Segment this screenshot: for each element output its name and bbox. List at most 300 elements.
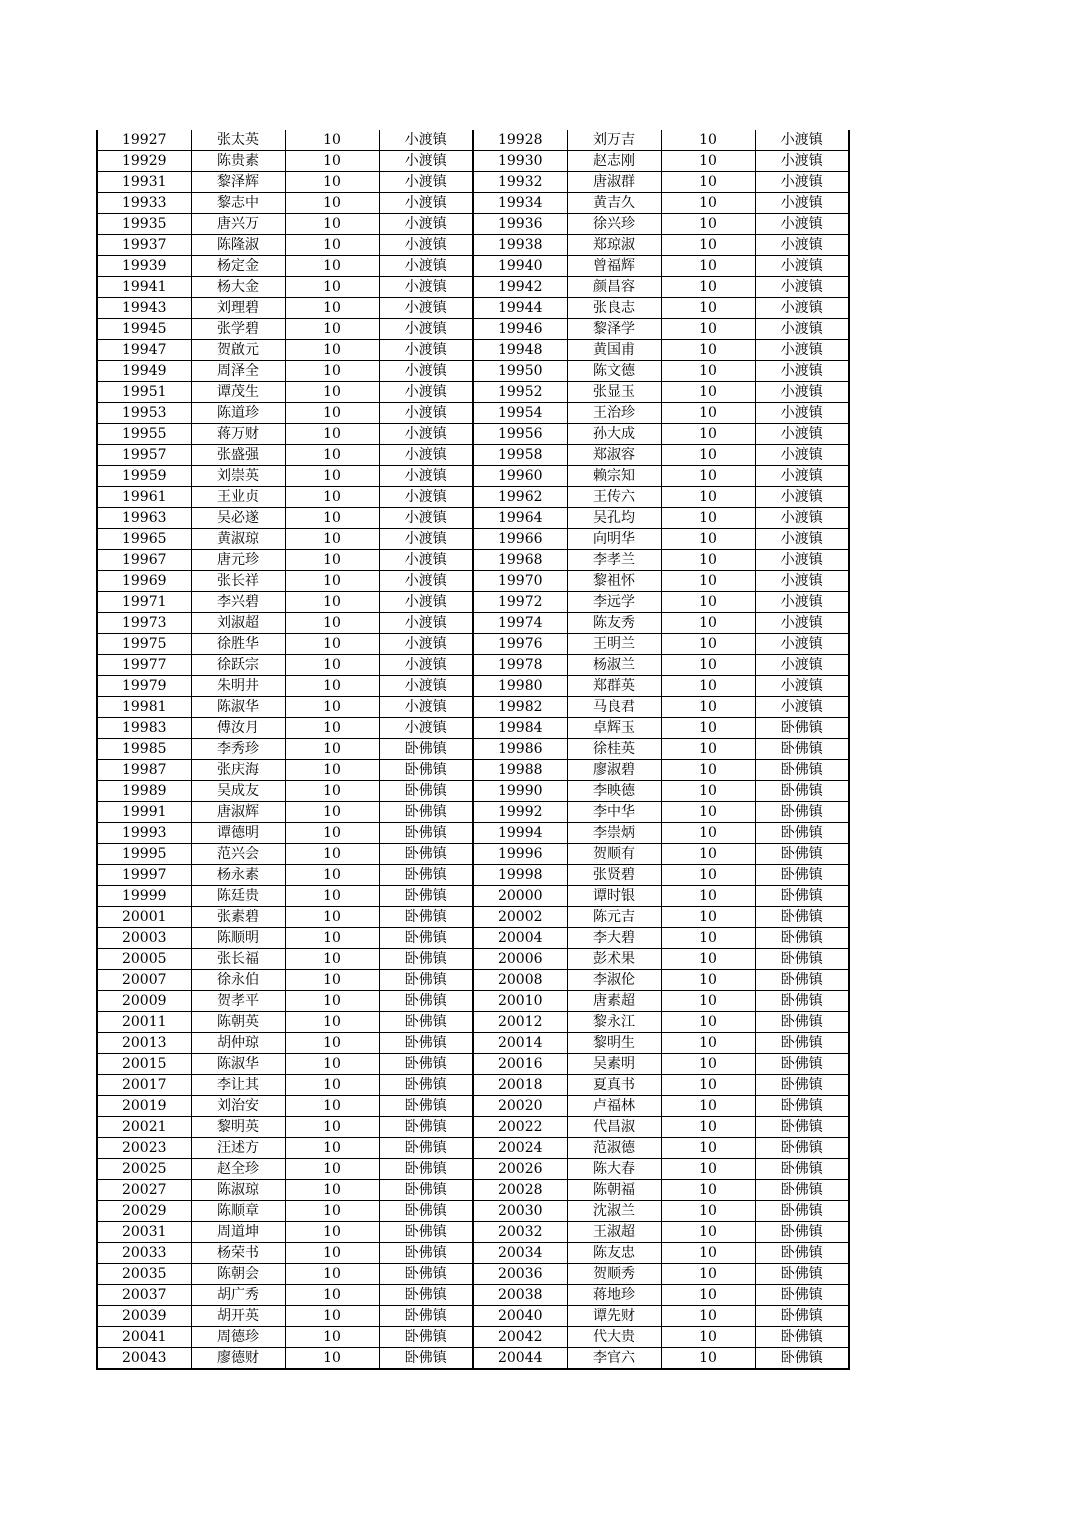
name-cell: 黎祖怀: [567, 571, 661, 592]
record-id-cell: 19980: [473, 676, 567, 697]
table-row: [97, 214, 849, 235]
table-row: [97, 844, 849, 865]
amount-cell: 10: [661, 1096, 755, 1117]
amount-cell: 10: [661, 151, 755, 172]
table-row: [97, 991, 849, 1012]
amount-cell: 10: [285, 298, 379, 319]
record-id-cell: 20042: [473, 1327, 567, 1348]
amount-cell: 10: [661, 130, 755, 151]
table-row: [97, 319, 849, 340]
amount-cell: 10: [661, 298, 755, 319]
name-cell: 张太英: [191, 130, 285, 151]
amount-cell: 10: [285, 991, 379, 1012]
name-cell: 陈廷贵: [191, 886, 285, 907]
record-id-cell: 19935: [97, 214, 191, 235]
record-id-cell: 19950: [473, 361, 567, 382]
amount-cell: 10: [661, 655, 755, 676]
record-id-cell: 20013: [97, 1033, 191, 1054]
record-id-cell: 19967: [97, 550, 191, 571]
amount-cell: 10: [285, 1348, 379, 1370]
name-cell: 陈淑琼: [191, 1180, 285, 1201]
amount-cell: 10: [661, 1075, 755, 1096]
town-cell: 小渡镇: [379, 256, 473, 277]
table-row: [97, 256, 849, 277]
name-cell: 陈隆淑: [191, 235, 285, 256]
record-id-cell: 20003: [97, 928, 191, 949]
table-row: [97, 361, 849, 382]
amount-cell: 10: [661, 424, 755, 445]
record-id-cell: 19939: [97, 256, 191, 277]
town-cell: 小渡镇: [755, 235, 849, 256]
town-cell: 小渡镇: [379, 613, 473, 634]
amount-cell: 10: [285, 214, 379, 235]
town-cell: 小渡镇: [379, 445, 473, 466]
amount-cell: 10: [661, 1264, 755, 1285]
name-cell: 李让其: [191, 1075, 285, 1096]
record-id-cell: 19938: [473, 235, 567, 256]
amount-cell: 10: [661, 529, 755, 550]
amount-cell: 10: [661, 382, 755, 403]
town-cell: 小渡镇: [755, 445, 849, 466]
record-id-cell: 19979: [97, 676, 191, 697]
name-cell: 郑琼淑: [567, 235, 661, 256]
table-row: [97, 697, 849, 718]
town-cell: 卧佛镇: [379, 1033, 473, 1054]
name-cell: 李中华: [567, 802, 661, 823]
name-cell: 郑淑容: [567, 445, 661, 466]
table-row: [97, 508, 849, 529]
name-cell: 吴素明: [567, 1054, 661, 1075]
name-cell: 赵志刚: [567, 151, 661, 172]
record-id-cell: 20028: [473, 1180, 567, 1201]
name-cell: 唐淑群: [567, 172, 661, 193]
name-cell: 贺啟元: [191, 340, 285, 361]
town-cell: 小渡镇: [755, 214, 849, 235]
town-cell: 卧佛镇: [755, 1075, 849, 1096]
record-id-cell: 19999: [97, 886, 191, 907]
record-id-cell: 19945: [97, 319, 191, 340]
record-id-cell: 19949: [97, 361, 191, 382]
town-cell: 卧佛镇: [755, 1243, 849, 1264]
record-id-cell: 19955: [97, 424, 191, 445]
record-id-cell: 19986: [473, 739, 567, 760]
town-cell: 卧佛镇: [755, 865, 849, 886]
town-cell: 卧佛镇: [755, 1096, 849, 1117]
table-row: [97, 886, 849, 907]
town-cell: 卧佛镇: [755, 718, 849, 739]
table-row: [97, 739, 849, 760]
amount-cell: 10: [285, 907, 379, 928]
name-cell: 王淑超: [567, 1222, 661, 1243]
amount-cell: 10: [661, 235, 755, 256]
amount-cell: 10: [661, 361, 755, 382]
town-cell: 小渡镇: [755, 298, 849, 319]
name-cell: 赵全珍: [191, 1159, 285, 1180]
table-row: [97, 1201, 849, 1222]
table-row: [97, 1033, 849, 1054]
name-cell: 杨定金: [191, 256, 285, 277]
record-id-cell: 19954: [473, 403, 567, 424]
town-cell: 小渡镇: [755, 340, 849, 361]
record-id-cell: 20011: [97, 1012, 191, 1033]
name-cell: 代大贵: [567, 1327, 661, 1348]
town-cell: 卧佛镇: [755, 907, 849, 928]
record-id-cell: 19942: [473, 277, 567, 298]
amount-cell: 10: [661, 1243, 755, 1264]
table-row: [97, 550, 849, 571]
record-id-cell: 19928: [473, 130, 567, 151]
record-id-cell: 19944: [473, 298, 567, 319]
table-row: [97, 907, 849, 928]
amount-cell: 10: [661, 1180, 755, 1201]
record-id-cell: 19940: [473, 256, 567, 277]
amount-cell: 10: [285, 403, 379, 424]
table-row: [97, 193, 849, 214]
town-cell: 卧佛镇: [755, 1201, 849, 1222]
record-id-cell: 19972: [473, 592, 567, 613]
town-cell: 卧佛镇: [755, 1033, 849, 1054]
record-id-cell: 20018: [473, 1075, 567, 1096]
name-cell: 王业贞: [191, 487, 285, 508]
amount-cell: 10: [661, 781, 755, 802]
town-cell: 卧佛镇: [379, 991, 473, 1012]
table-row: [97, 1348, 849, 1370]
table-row: [97, 382, 849, 403]
data-table: [96, 130, 850, 1370]
table-row: [97, 487, 849, 508]
name-cell: 黎永江: [567, 1012, 661, 1033]
town-cell: 小渡镇: [755, 130, 849, 151]
town-cell: 小渡镇: [755, 487, 849, 508]
record-id-cell: 19964: [473, 508, 567, 529]
amount-cell: 10: [661, 340, 755, 361]
amount-cell: 10: [285, 1222, 379, 1243]
record-id-cell: 20025: [97, 1159, 191, 1180]
amount-cell: 10: [285, 1033, 379, 1054]
town-cell: 小渡镇: [755, 193, 849, 214]
record-id-cell: 20022: [473, 1117, 567, 1138]
name-cell: 蒋地珍: [567, 1285, 661, 1306]
town-cell: 小渡镇: [379, 676, 473, 697]
name-cell: 郑群英: [567, 676, 661, 697]
amount-cell: 10: [661, 823, 755, 844]
town-cell: 小渡镇: [755, 256, 849, 277]
amount-cell: 10: [661, 739, 755, 760]
name-cell: 马良君: [567, 697, 661, 718]
amount-cell: 10: [285, 1138, 379, 1159]
name-cell: 徐跃宗: [191, 655, 285, 676]
record-id-cell: 20002: [473, 907, 567, 928]
record-id-cell: 19994: [473, 823, 567, 844]
table-row: [97, 403, 849, 424]
amount-cell: 10: [661, 613, 755, 634]
record-id-cell: 20033: [97, 1243, 191, 1264]
record-id-cell: 20029: [97, 1201, 191, 1222]
name-cell: 周泽全: [191, 361, 285, 382]
record-id-cell: 19957: [97, 445, 191, 466]
table-row: [97, 655, 849, 676]
town-cell: 小渡镇: [755, 172, 849, 193]
name-cell: 夏真书: [567, 1075, 661, 1096]
record-id-cell: 20000: [473, 886, 567, 907]
amount-cell: 10: [285, 970, 379, 991]
town-cell: 小渡镇: [379, 550, 473, 571]
town-cell: 卧佛镇: [755, 991, 849, 1012]
town-cell: 小渡镇: [379, 130, 473, 151]
amount-cell: 10: [285, 1075, 379, 1096]
name-cell: 陈顺明: [191, 928, 285, 949]
table-row: [97, 277, 849, 298]
amount-cell: 10: [661, 277, 755, 298]
name-cell: 胡仲琼: [191, 1033, 285, 1054]
town-cell: 小渡镇: [379, 298, 473, 319]
amount-cell: 10: [661, 1285, 755, 1306]
record-id-cell: 20014: [473, 1033, 567, 1054]
table-row: [97, 676, 849, 697]
record-id-cell: 20034: [473, 1243, 567, 1264]
amount-cell: 10: [285, 466, 379, 487]
amount-cell: 10: [285, 760, 379, 781]
amount-cell: 10: [661, 907, 755, 928]
town-cell: 卧佛镇: [755, 802, 849, 823]
table-row: [97, 970, 849, 991]
amount-cell: 10: [661, 1159, 755, 1180]
amount-cell: 10: [661, 1201, 755, 1222]
amount-cell: 10: [285, 1201, 379, 1222]
table-row: [97, 1012, 849, 1033]
name-cell: 王传六: [567, 487, 661, 508]
name-cell: 徐兴珍: [567, 214, 661, 235]
amount-cell: 10: [285, 424, 379, 445]
amount-cell: 10: [285, 718, 379, 739]
town-cell: 卧佛镇: [379, 886, 473, 907]
name-cell: 周德珍: [191, 1327, 285, 1348]
town-cell: 卧佛镇: [379, 1348, 473, 1370]
record-id-cell: 20010: [473, 991, 567, 1012]
record-id-cell: 19968: [473, 550, 567, 571]
record-id-cell: 19991: [97, 802, 191, 823]
town-cell: 小渡镇: [755, 697, 849, 718]
amount-cell: 10: [285, 277, 379, 298]
town-cell: 卧佛镇: [379, 1306, 473, 1327]
town-cell: 小渡镇: [755, 319, 849, 340]
record-id-cell: 20007: [97, 970, 191, 991]
name-cell: 杨淑兰: [567, 655, 661, 676]
town-cell: 小渡镇: [755, 571, 849, 592]
town-cell: 小渡镇: [755, 592, 849, 613]
town-cell: 小渡镇: [379, 592, 473, 613]
town-cell: 卧佛镇: [379, 949, 473, 970]
amount-cell: 10: [285, 361, 379, 382]
amount-cell: 10: [661, 928, 755, 949]
amount-cell: 10: [661, 760, 755, 781]
town-cell: 卧佛镇: [755, 760, 849, 781]
town-cell: 卧佛镇: [755, 886, 849, 907]
name-cell: 汪述方: [191, 1138, 285, 1159]
record-id-cell: 19965: [97, 529, 191, 550]
name-cell: 黎明英: [191, 1117, 285, 1138]
amount-cell: 10: [661, 634, 755, 655]
amount-cell: 10: [661, 592, 755, 613]
amount-cell: 10: [285, 382, 379, 403]
amount-cell: 10: [285, 1327, 379, 1348]
amount-cell: 10: [661, 1054, 755, 1075]
town-cell: 小渡镇: [755, 676, 849, 697]
name-cell: 卢福林: [567, 1096, 661, 1117]
amount-cell: 10: [285, 235, 379, 256]
table-row: [97, 1285, 849, 1306]
name-cell: 朱明井: [191, 676, 285, 697]
amount-cell: 10: [661, 970, 755, 991]
name-cell: 陈大春: [567, 1159, 661, 1180]
town-cell: 卧佛镇: [755, 1348, 849, 1370]
table-body: [97, 130, 849, 1369]
amount-cell: 10: [661, 991, 755, 1012]
record-id-cell: 19981: [97, 697, 191, 718]
table-row: [97, 1243, 849, 1264]
record-id-cell: 20037: [97, 1285, 191, 1306]
town-cell: 小渡镇: [755, 403, 849, 424]
record-id-cell: 20015: [97, 1054, 191, 1075]
name-cell: 蒋万财: [191, 424, 285, 445]
town-cell: 小渡镇: [379, 466, 473, 487]
town-cell: 小渡镇: [379, 487, 473, 508]
town-cell: 小渡镇: [379, 718, 473, 739]
name-cell: 代昌淑: [567, 1117, 661, 1138]
amount-cell: 10: [285, 1117, 379, 1138]
record-id-cell: 19983: [97, 718, 191, 739]
amount-cell: 10: [285, 655, 379, 676]
town-cell: 小渡镇: [379, 340, 473, 361]
town-cell: 卧佛镇: [755, 1264, 849, 1285]
town-cell: 小渡镇: [755, 508, 849, 529]
amount-cell: 10: [285, 151, 379, 172]
record-id-cell: 19929: [97, 151, 191, 172]
name-cell: 张盛强: [191, 445, 285, 466]
amount-cell: 10: [285, 550, 379, 571]
amount-cell: 10: [661, 403, 755, 424]
record-id-cell: 20031: [97, 1222, 191, 1243]
town-cell: 卧佛镇: [755, 1138, 849, 1159]
record-id-cell: 19977: [97, 655, 191, 676]
town-cell: 卧佛镇: [755, 1117, 849, 1138]
town-cell: 卧佛镇: [379, 1180, 473, 1201]
record-id-cell: 20040: [473, 1306, 567, 1327]
amount-cell: 10: [285, 1285, 379, 1306]
table-row: [97, 718, 849, 739]
town-cell: 小渡镇: [755, 634, 849, 655]
amount-cell: 10: [285, 781, 379, 802]
name-cell: 吴孔均: [567, 508, 661, 529]
amount-cell: 10: [285, 256, 379, 277]
name-cell: 范淑德: [567, 1138, 661, 1159]
amount-cell: 10: [661, 508, 755, 529]
record-id-cell: 20039: [97, 1306, 191, 1327]
record-id-cell: 19992: [473, 802, 567, 823]
amount-cell: 10: [661, 865, 755, 886]
town-cell: 小渡镇: [379, 508, 473, 529]
record-id-cell: 19953: [97, 403, 191, 424]
name-cell: 黎泽学: [567, 319, 661, 340]
table-row: [97, 949, 849, 970]
name-cell: 陈朝会: [191, 1264, 285, 1285]
table-row: [97, 823, 849, 844]
table-row: [97, 1138, 849, 1159]
amount-cell: 10: [285, 697, 379, 718]
town-cell: 小渡镇: [379, 697, 473, 718]
town-cell: 卧佛镇: [379, 1201, 473, 1222]
town-cell: 卧佛镇: [379, 1117, 473, 1138]
amount-cell: 10: [285, 1180, 379, 1201]
amount-cell: 10: [285, 886, 379, 907]
amount-cell: 10: [661, 949, 755, 970]
name-cell: 刘淑超: [191, 613, 285, 634]
name-cell: 陈元吉: [567, 907, 661, 928]
town-cell: 小渡镇: [379, 571, 473, 592]
town-cell: 小渡镇: [755, 529, 849, 550]
town-cell: 卧佛镇: [755, 970, 849, 991]
amount-cell: 10: [285, 340, 379, 361]
town-cell: 卧佛镇: [379, 802, 473, 823]
table-row: [97, 1264, 849, 1285]
table-row: [97, 1075, 849, 1096]
amount-cell: 10: [661, 214, 755, 235]
name-cell: 廖德财: [191, 1348, 285, 1370]
name-cell: 曾福辉: [567, 256, 661, 277]
name-cell: 黎志中: [191, 193, 285, 214]
record-id-cell: 20008: [473, 970, 567, 991]
amount-cell: 10: [285, 844, 379, 865]
name-cell: 陈淑华: [191, 697, 285, 718]
record-id-cell: 20005: [97, 949, 191, 970]
table-row: [97, 865, 849, 886]
table-row: [97, 1180, 849, 1201]
record-id-cell: 19958: [473, 445, 567, 466]
town-cell: 卧佛镇: [379, 1096, 473, 1117]
town-cell: 卧佛镇: [755, 1159, 849, 1180]
town-cell: 卧佛镇: [379, 1285, 473, 1306]
record-id-cell: 20026: [473, 1159, 567, 1180]
amount-cell: 10: [285, 676, 379, 697]
record-id-cell: 19976: [473, 634, 567, 655]
amount-cell: 10: [661, 886, 755, 907]
name-cell: 张显玉: [567, 382, 661, 403]
town-cell: 小渡镇: [755, 277, 849, 298]
town-cell: 卧佛镇: [755, 1012, 849, 1033]
record-id-cell: 19997: [97, 865, 191, 886]
record-id-cell: 20012: [473, 1012, 567, 1033]
name-cell: 向明华: [567, 529, 661, 550]
record-id-cell: 19931: [97, 172, 191, 193]
record-id-cell: 19978: [473, 655, 567, 676]
name-cell: 张素碧: [191, 907, 285, 928]
name-cell: 刘万吉: [567, 130, 661, 151]
amount-cell: 10: [661, 697, 755, 718]
town-cell: 卧佛镇: [755, 1306, 849, 1327]
record-id-cell: 20006: [473, 949, 567, 970]
amount-cell: 10: [661, 319, 755, 340]
table-row: [97, 781, 849, 802]
amount-cell: 10: [661, 466, 755, 487]
amount-cell: 10: [285, 1306, 379, 1327]
name-cell: 陈文德: [567, 361, 661, 382]
town-cell: 小渡镇: [755, 613, 849, 634]
table-row: [97, 592, 849, 613]
record-id-cell: 20030: [473, 1201, 567, 1222]
record-id-cell: 19982: [473, 697, 567, 718]
table-row: [97, 760, 849, 781]
amount-cell: 10: [661, 256, 755, 277]
